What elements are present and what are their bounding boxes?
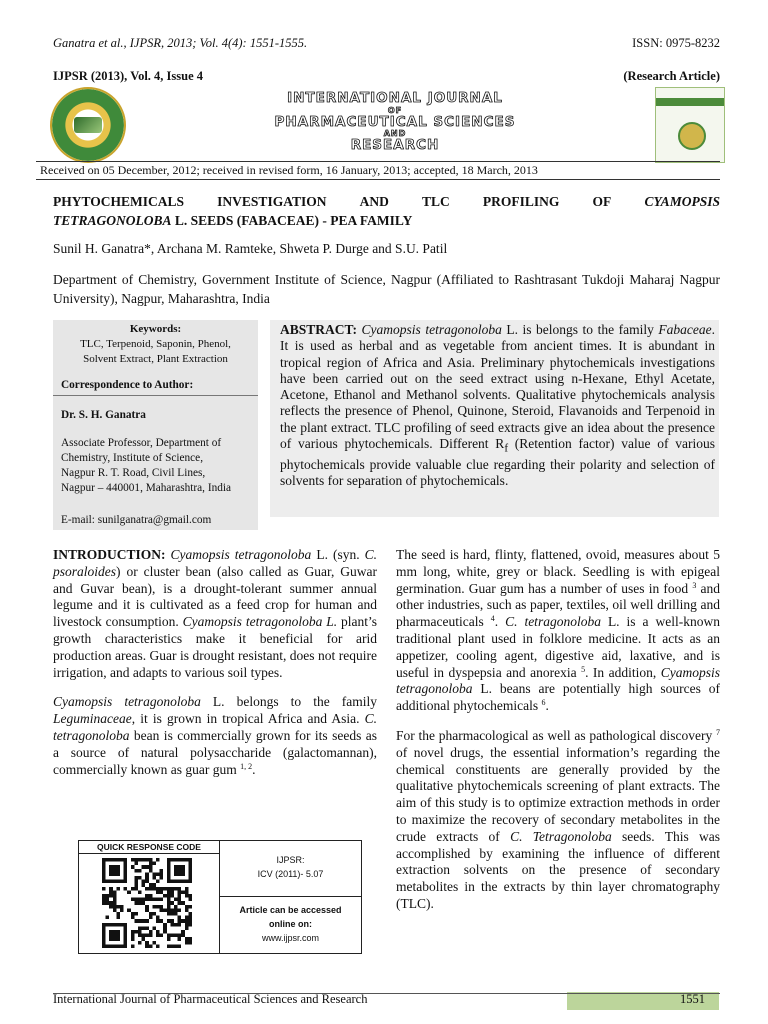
abstract-label: ABSTRACT: — [280, 322, 358, 337]
masthead-line: OF — [387, 105, 403, 115]
journal-url[interactable]: www.ijpsr.com — [261, 933, 319, 943]
body-paragraph — [396, 728, 720, 913]
body-text: plant’s growth characteristics make it beneficial for arid production areas. Guar is drought resistant, does not require irrigation, and adapts to various soil types. — [53, 614, 378, 680]
species-name: C. Tetragonoloba — [510, 828, 612, 844]
body-paragraph — [396, 547, 720, 715]
subscript: f — [504, 442, 509, 455]
page-number: 1551 — [680, 992, 705, 1006]
body-text: of novel drugs, the essential information’s regarding the chemical constituents are generally provided by the qualitative phytochemicals screening of plant extracts. The aim of this study is to optimize extraction methods in order to maximize the recovery of secondary metabolites in the crude extracts of — [396, 744, 720, 844]
journal-masthead — [265, 92, 525, 153]
masthead-line: INTERNATIONAL JOURNAL — [287, 90, 503, 106]
masthead-line: PHARMACEUTICAL SCIENCES — [274, 113, 516, 130]
received-dates: Received on 05 December, 2012; received in revised form, 16 January, 2013; accepted, 18 March, 2013 — [40, 163, 538, 177]
header-divider — [36, 161, 720, 162]
body-text: ) or cluster bean (also called as Guar, Guwar and Guvar bean), is a drought-tolerant summer annual legume and it is cultivated as a feed crop for human and livestock consumption. — [53, 563, 377, 630]
icv-value: ICV (2011)- 5.07 — [257, 869, 324, 879]
access-info — [220, 903, 361, 945]
citation-header: Ganatra et al., IJPSR, 2013; Vol. 4(4): 1551-1555. — [53, 36, 308, 50]
species-name: C. tetragonoloba — [53, 711, 377, 743]
article-title — [53, 192, 720, 230]
species-name: Cyamopsis tetragonoloba L. — [182, 614, 338, 630]
title-word: OF — [592, 194, 612, 209]
title-word: PROFILING — [482, 194, 560, 209]
species-name: C. psoraloides — [53, 547, 377, 579]
correspondence-box — [53, 378, 258, 530]
title-tail: L. SEEDS (FABACEAE) - PEA FAMILY — [171, 213, 413, 228]
title-genus-species: TETRAGONOLOBA — [53, 213, 172, 228]
species-name: C. tetragonoloba — [505, 614, 601, 630]
body-text: L. (syn. — [311, 547, 365, 562]
title-word: TLC — [421, 194, 450, 209]
body-text: . In addition, — [585, 664, 661, 680]
article-type: (Research Article) — [623, 69, 720, 83]
masthead-line: AND — [383, 129, 407, 138]
corresponding-author: Dr. S. H. Ganatra — [61, 409, 146, 421]
abstract-text: (Retention factor) value of various phytochemicals provide valuable clue regarding their polarity and selection of solvents for separation of phytochemicals. — [280, 436, 715, 489]
body-text: L. beans are potentially high sources of additional phytochemicals — [396, 681, 720, 714]
citation-ref: 6 — [541, 698, 546, 708]
body-text: For the pharmacological as well as pathological discovery — [396, 727, 716, 743]
body-text: L. is a well-known traditional plant used in folklore medicine. It acts as an appetizer, cooling agent, digestive aid, laxative, and is useful in dyspepsia and anorexia — [396, 614, 721, 680]
affiliation: Department of Chemistry, Government Institute of Science, Nagpur (Affiliated to Rashtrasant Tukdoji Maharaj Nagpur University), Nagpur, Maharashtra, India — [53, 272, 720, 306]
abstract-text: . It is used as herbal and as vegetable from ancient times. It is abundant in tropical region of Africa and Asia. Preliminary phytochemicals investigations have been carried out on the seed extract using n-Hexane, Ethyl Acetate, Acetone, Ethanol and Methanol solvents. Qualitative phytochemicals analysis reflects the presence of Phenol, Quinone, Steroid, Flavanoids and Terpenoid in the plant extract. TLC profiling of seed extracts give an idea about the presence of various phytochemicals. Different R — [280, 322, 715, 452]
title-word: AND — [359, 194, 389, 209]
body-text: . — [252, 761, 256, 777]
issn: ISSN: 0975-8232 — [632, 36, 720, 50]
body-text: bean is commercially grown for its seeds as a source of natural polysaccharide (galactomannan), commercially known as guar gum — [53, 727, 377, 777]
citation-ref: 5 — [581, 664, 586, 674]
body-text: seeds. This was accomplished by examining the influence of different extraction solvents on the presence of secondary metabolites in the extracts by thin layer chromatography (TLC). — [396, 828, 720, 911]
access-text: Article can be accessed — [239, 905, 342, 915]
address-line: Nagpur R. T. Road, Civil Lines, — [61, 467, 206, 479]
body-text: and other industries, such as paper, textiles, oil well drilling and pharmaceuticals — [396, 580, 720, 630]
intro-paragraph — [53, 547, 377, 681]
family-name: Leguminaceae — [53, 711, 132, 727]
citation-ref: 7 — [716, 727, 720, 737]
species-name: Cyamopsis tetragonoloba — [170, 547, 312, 562]
species-name: Cyamopsis tetragonoloba — [396, 664, 720, 697]
title-word: INVESTIGATION — [217, 194, 327, 209]
citation-ref: 1, 2 — [240, 761, 253, 771]
body-text: . — [494, 614, 506, 630]
abstract-text: L. is belongs to the family — [501, 322, 659, 337]
keywords-line: Solvent Extract, Plant Extraction — [83, 353, 228, 365]
qr-code-image[interactable] — [99, 858, 195, 948]
journal-seal-logo — [52, 89, 124, 161]
footer-journal: International Journal of Pharmaceutical Sciences and Research — [53, 992, 368, 1006]
address-line: Nagpur – 440001, Maharashtra, India — [61, 482, 232, 494]
citation-ref: 3 — [692, 580, 697, 590]
journal-cover-thumbnail — [655, 87, 725, 163]
title-word: CYAMOPSIS — [644, 194, 720, 209]
address-line: Associate Professor, Department of — [61, 437, 222, 449]
citation-ref: 4 — [490, 614, 495, 624]
address-line: Chemistry, Institute of Science, — [61, 452, 204, 464]
keywords-line: TLC, Terpenoid, Saponin, Phenol, — [80, 338, 231, 350]
author-email: E-mail: sunilganatra@gmail.com — [61, 514, 212, 526]
family-name: Fabaceae — [658, 322, 712, 337]
body-paragraph — [53, 694, 377, 778]
ijpsr-icv — [220, 853, 361, 881]
abstract-box — [270, 320, 719, 517]
qr-info-box — [78, 840, 362, 954]
correspondence-heading: Correspondence to Author: — [61, 379, 194, 391]
species-name: Cyamopsis tetragonoloba — [361, 322, 502, 337]
body-text: . — [545, 698, 549, 714]
species-name: Cyamopsis tetragonoloba — [53, 694, 201, 710]
access-text: online on: — [269, 919, 312, 929]
received-divider — [36, 179, 720, 180]
body-text: L. belongs to the family — [200, 694, 377, 710]
keywords-box — [53, 320, 258, 378]
author-address — [61, 436, 256, 496]
author-list: Sunil H. Ganatra*, Archana M. Ramteke, Shweta P. Durge and S.U. Patil — [53, 241, 448, 256]
keywords-heading: Keywords: — [129, 323, 182, 335]
section-heading: INTRODUCTION: — [53, 547, 166, 562]
title-word: PHYTOCHEMICALS — [53, 194, 185, 209]
qr-heading: QUICK RESPONSE CODE — [79, 841, 219, 854]
correspondence-divider — [53, 395, 258, 396]
body-text: The seed is hard, flinty, flattened, ovoid, measures about 5 mm long, white, grey or black. Seedling is with epigeal germination. Guar gum has a number of uses in food — [396, 547, 720, 596]
qr-divider — [219, 896, 361, 897]
volume-label: IJPSR (2013), Vol. 4, Issue 4 — [53, 69, 204, 83]
masthead-line: RESEARCH — [350, 137, 440, 153]
body-text: , it is grown in tropical Africa and Asia. — [131, 711, 365, 727]
ijpsr-label: IJPSR: — [276, 855, 305, 865]
left-column — [53, 547, 377, 791]
right-column — [396, 547, 720, 926]
